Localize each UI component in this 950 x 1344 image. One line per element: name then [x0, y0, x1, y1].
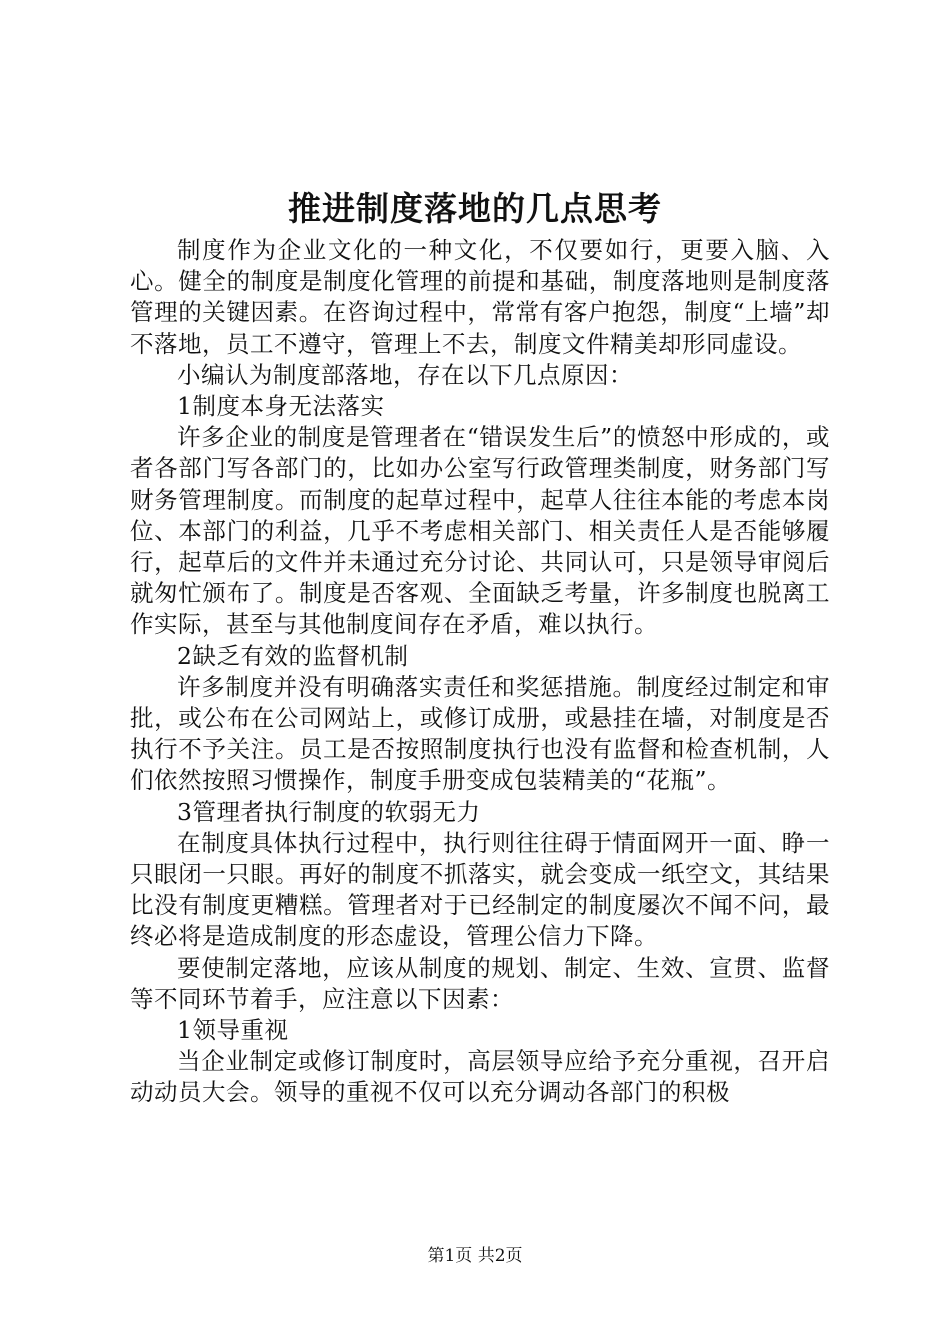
measure-heading-1: 1领导重视	[177, 1016, 289, 1045]
section-heading-3: 3管理者执行制度的软弱无力	[177, 797, 481, 826]
section-heading-2: 2缺乏有效的监督机制	[177, 641, 409, 670]
section-paragraph-2: 许多制度并没有明确落实责任和奖惩措施。制度经过制定和审批，或公布在公司网站上，或修订成册，或悬挂在墙，对制度是否执行不予关注。员工是否按照制度执行也没有监督和检查机制，人们依然按照习惯操作，制度手册变成包装精美的“花瓶”。	[130, 672, 830, 795]
page-footer: 第1页 共2页	[427, 1246, 523, 1266]
document-body	[130, 235, 830, 1109]
section-paragraph-1: 许多企业的制度是管理者在“错误发生后”的愤怒中形成的，或者各部门写各部门的，比如办公室写行政管理类制度，财务部门写财务管理制度。而制度的起草过程中，起草人往往本能的考虑本岗位、本部门的利益，几乎不考虑相关部门、相关责任人是否能够履行，起草后的文件并未通过充分讨论、共同认可，只是领导审阅后就匆忙颁布了。制度是否客观、全面缺乏考量，许多制度也脱离工作实际，甚至与其他制度间存在矛盾，难以执行。	[130, 423, 830, 639]
measures-lead-paragraph: 要使制定落地，应该从制度的规划、制定、生效、宣贯、监督等不同环节着手，应注意以下因素：	[130, 953, 830, 1013]
intro-paragraph: 制度作为企业文化的一种文化，不仅要如行，更要入脑、入心。健全的制度是制度化管理的前提和基础，制度落地则是制度落管理的关键因素。在咨询过程中，常常有客户抱怨，制度“上墙”却不落地，员工不遵守，管理上不去，制度文件精美却形同虚设。	[130, 236, 830, 358]
reasons-lead-paragraph: 小编认为制度部落地，存在以下几点原因：	[177, 360, 633, 389]
document-title: 推进制度落地的几点思考	[288, 189, 662, 228]
section-paragraph-3: 在制度具体执行过程中，执行则往往碍于情面网开一面、睁一只眼闭一只眼。再好的制度不抓落实，就会变成一纸空文，其结果比没有制度更糟糕。管理者对于已经制定的制度屡次不闻不问，最终必将是造成制度的形态虚设，管理公信力下降。	[130, 828, 830, 951]
section-heading-1: 1制度本身无法落实	[177, 392, 385, 421]
measure-paragraph-1: 当企业制定或修订制度时，高层领导应给予充分重视，召开启动动员大会。领导的重视不仅可以充分调动各部门的积极	[130, 1047, 830, 1107]
